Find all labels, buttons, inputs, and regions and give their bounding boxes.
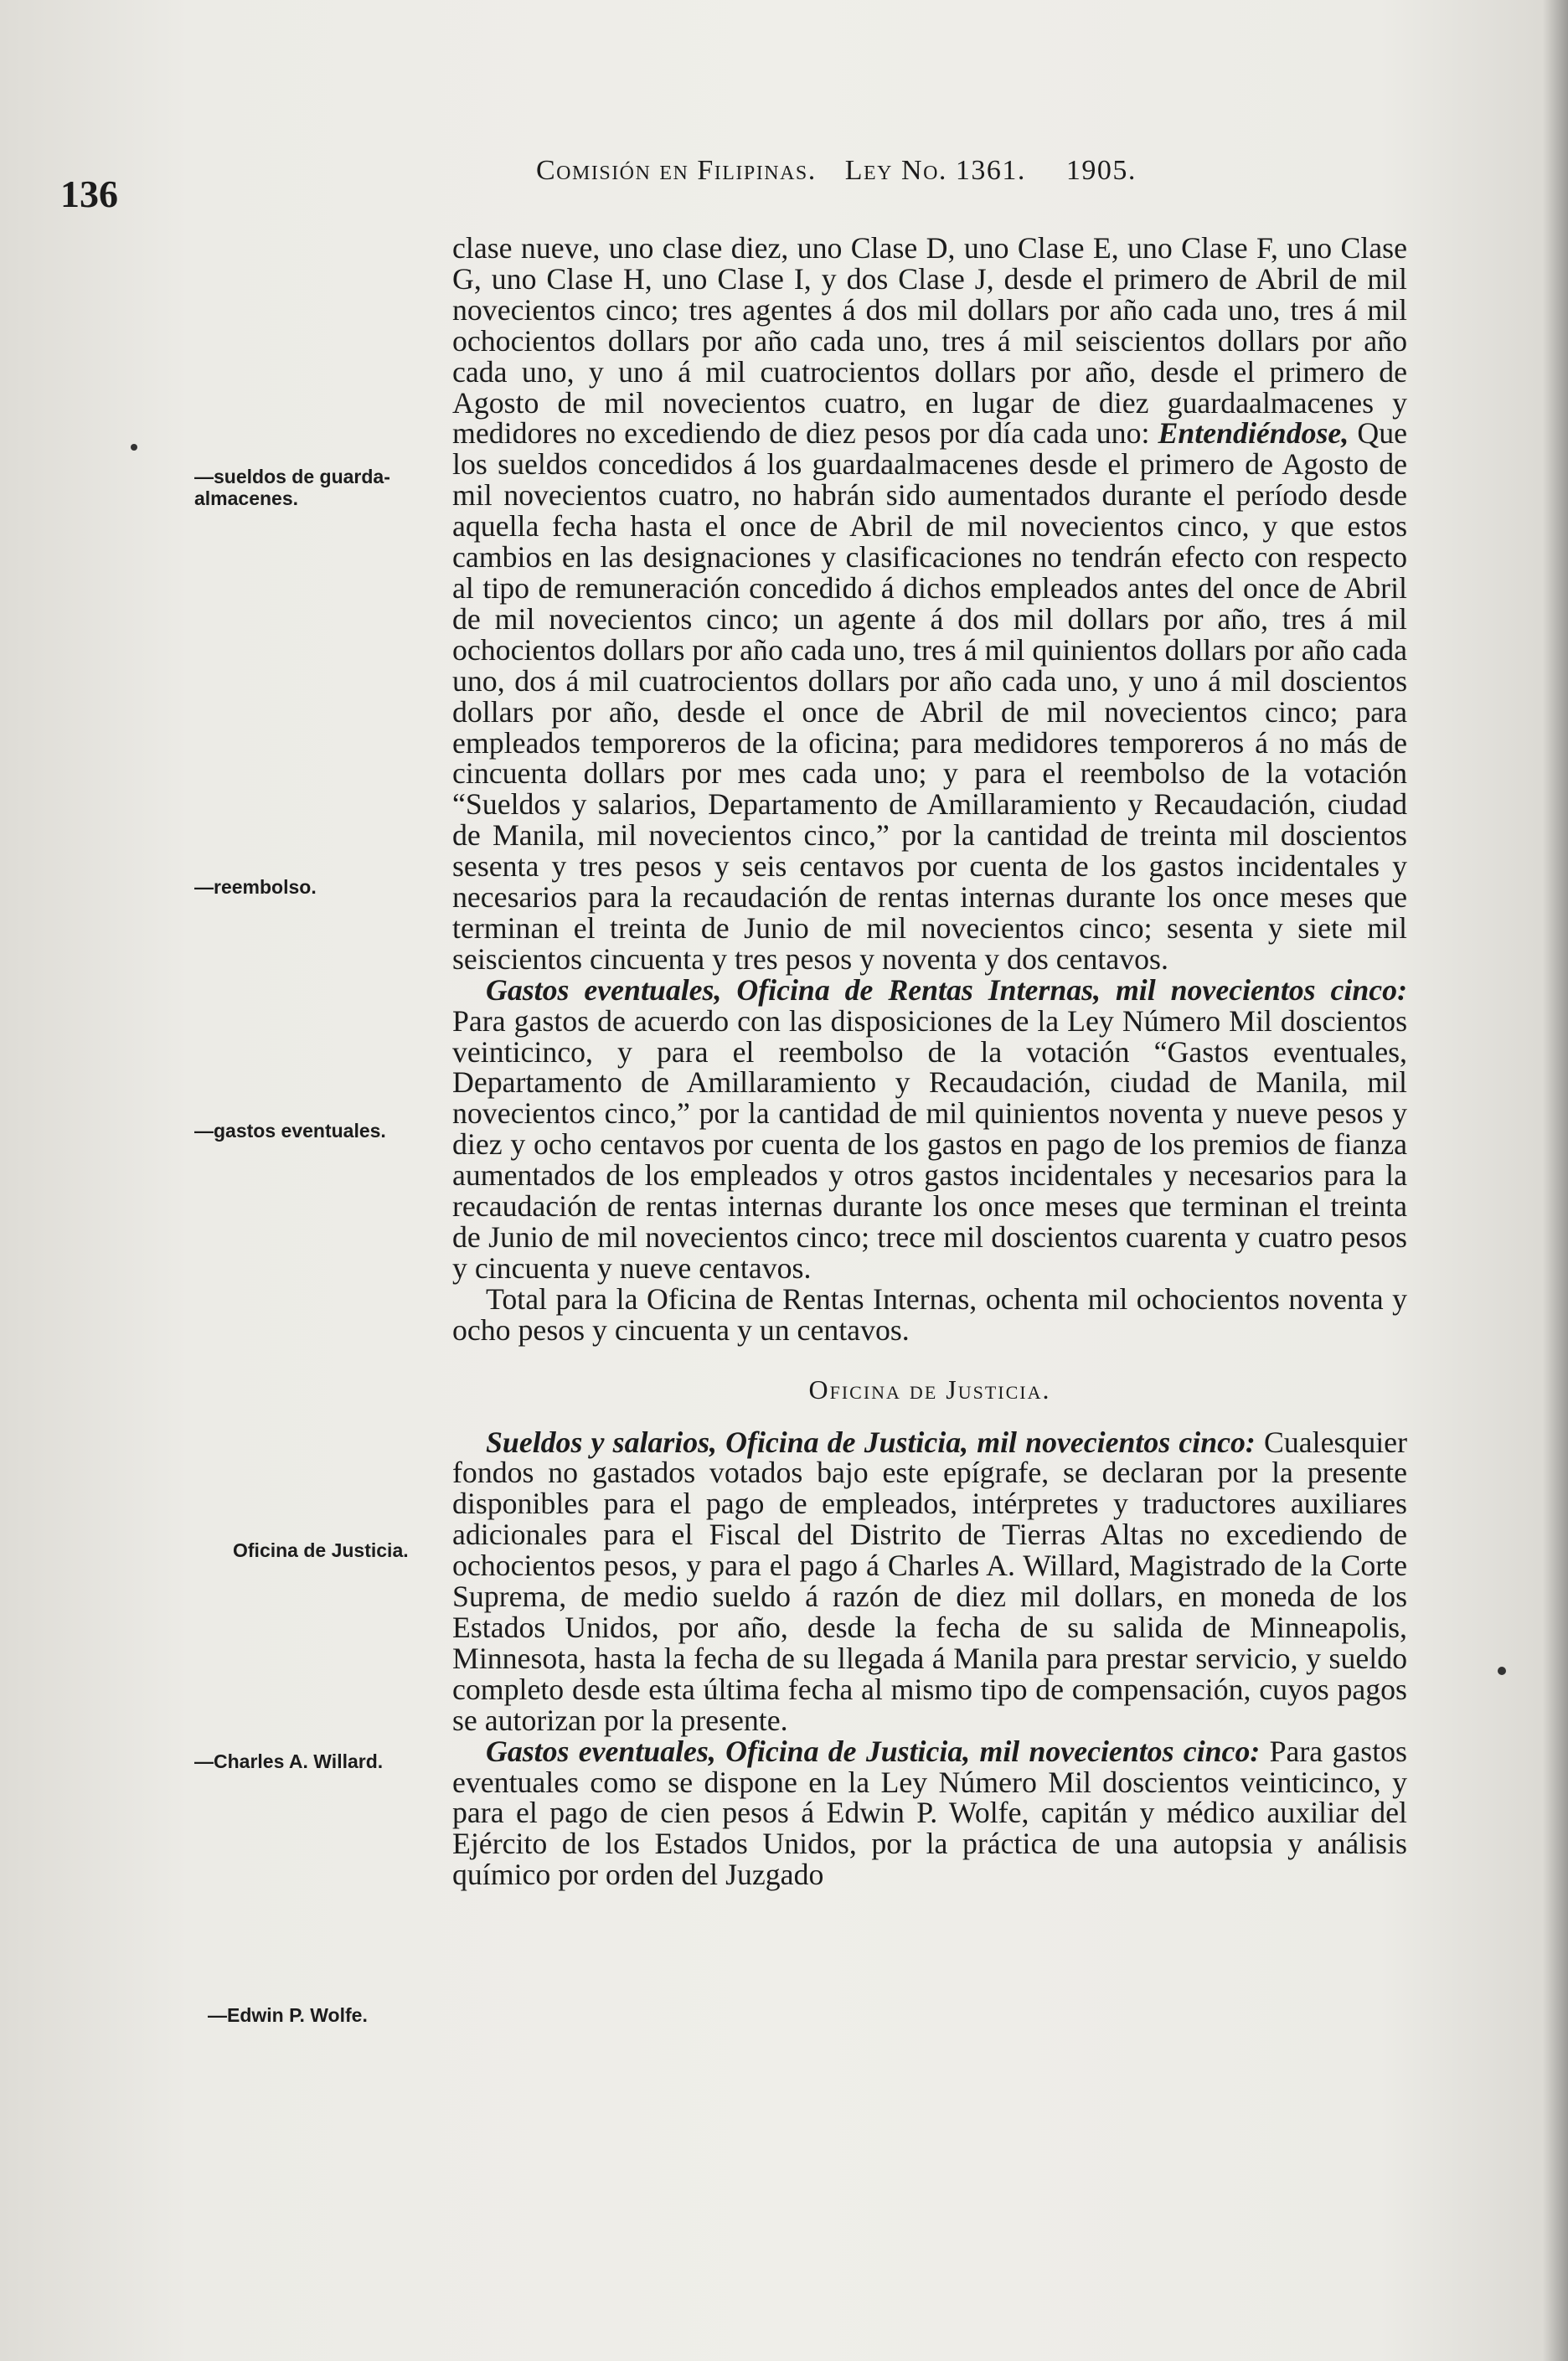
paragraph-gastos-justicia: Gastos eventuales, Oficina de Justicia, mil novecientos cinco: Para gastos eventuales como se dispone en la Ley Número Mil doscientos veinticinco, y para el pago de cien pesos á Edwin P. Wolfe, capitán y médico auxiliar del Ejército de los Estados Unidos, por la práctica de una autopsia y análisis químico por orden del Juzgado bbox=[452, 1734, 1407, 1892]
page-binding-shadow bbox=[1543, 0, 1568, 2361]
paragraph-gastos-eventuales-rentas: Gastos eventuales, Oficina de Rentas Internas, mil novecientos cinco: Para gastos de acuerdo con las disposiciones de la Ley Número Mil doscientos veinticinco, y para el reembolso de la votación “Gastos eventuales, Departamento de Amillaramiento y Recaudación, ciudad de Manila, mil novecientos cinco,” por la cantidad de mil quinientos noventa y nueve pesos y diez y ocho centavos por cuenta de los gastos en pago de los premios de fianza aumentados de los empleados y otros gastos incidentales y necesarios para la recaudación de rentas internas durante los once meses que terminan el treinta de Junio de mil novecientos cinco; trece mil doscientos cuarenta y cuatro pesos y cincuenta y nueve centavos. bbox=[452, 972, 1407, 1285]
margin-note-gastos-eventuales: —gastos eventuales. bbox=[194, 1120, 386, 1142]
section-heading-oficina-justicia: Oficina de Justicia. bbox=[808, 1374, 1051, 1405]
year: 1905. bbox=[1065, 155, 1137, 186]
paragraph-clasificaciones: clase nueve, uno clase diez, uno Clase D, uno Clase E, uno Clase F, uno Clase G, uno Clase H, uno Clase I, y dos Clase J, desde el primero de Abril de mil novecientos cinco; tres agentes á dos mil dollars por año cada uno, tres á mil ochocientos dollars por año cada uno, tres á mil seiscientos dollars por año cada uno, y uno á mil cuatrocientos dollars por año, desde el primero de Agosto de mil novecientos cuatro, en lugar de diez guardaalmacenes y medidores no excediendo de diez pesos por día cada uno: Entendiéndose, Que los sueldos concedidos á los guardaalmacenes desde el primero de Agosto de mil novecientos cuatro, no habrán sido aumentados durante el período desde aquella fecha hasta el once de Abril de mil novecientos cinco, y que estos cambios en las designaciones y clasificaciones no tendrán efecto con respecto al tipo de remuneración concedido á dichos empleados antes del once de Abril de mil novecientos cinco; un agente á dos mil dollars por año, tres á mil ochocientos dollars por año cada uno, tres á mil quinientos dollars por año cada uno, dos á mil cuatrocientos dollars por año cada uno, y uno á mil doscientos dollars por año, desde el once de Abril de mil novecientos cinco; para empleados temporeros de la oficina; para medidores temporeros á no más de cincuenta dollars por mes cada uno; y para el reembolso de la votación “Sueldos y salarios, Departamento de Amillaramiento y Recaudación, ciudad de Manila, mil novecientos cinco,” por la cantidad de treinta mil doscientos sesenta y tres pesos y seis centavos por cuenta de los gastos incidentales y necesarios para la recaudación de rentas internas durante los once meses que terminan el treinta de Junio de mil novecientos cinco; sesenta y siete mil seiscientos cincuenta y tres pesos y noventa y dos centavos. bbox=[452, 231, 1408, 976]
running-title: Comisión en Filipinas. bbox=[536, 155, 817, 186]
margin-note-oficina-justicia: Oficina de Justicia. bbox=[233, 1539, 409, 1561]
paragraph-sueldos-justicia: Sueldos y salarios, Oficina de Justicia, mil novecientos cinco: Cualesquier fondos no gastados votados bajo este epígrafe, se declaran por la presente disponibles para el pago de empleados, intérpretes y traductores auxiliares adicionales para el Fiscal del Distrito de Tierras Altas no excediendo de ochocientos pesos, y para el pago á Charles A. Willard, Magistrado de la Corte Suprema, de medio sueldo á razón de diez mil dollars, en moneda de los Estados Unidos, por año, desde la fecha de su salida de Minneapolis, Minnesota, hasta la fecha de su llegada á Manila para prestar servicio, y sueldo completo desde esta última fecha al mismo tipo de compensación, cuyos pagos se autorizan por la presente. bbox=[452, 1425, 1407, 1737]
body-text bbox=[452, 233, 1407, 1890]
print-speck bbox=[131, 444, 137, 451]
margin-note-sueldos-guardaalmacenes: —sueldos de guarda-almacenes. bbox=[194, 466, 390, 509]
page-number: 136 bbox=[60, 173, 118, 215]
print-speck bbox=[1498, 1667, 1506, 1675]
margin-note-charles-willard: —Charles A. Willard. bbox=[194, 1750, 384, 1772]
margin-note-reembolso: —reembolso. bbox=[194, 876, 317, 898]
margin-note-edwin-wolfe: —Edwin P. Wolfe. bbox=[208, 2004, 368, 2026]
paragraph-total-rentas: Total para la Oficina de Rentas Internas, ochenta mil ochocientos noventa y ocho pesos y cincuenta y un centavos. bbox=[452, 1281, 1407, 1347]
running-head bbox=[536, 155, 1137, 187]
law-number: Ley No. 1361. bbox=[844, 155, 1026, 186]
